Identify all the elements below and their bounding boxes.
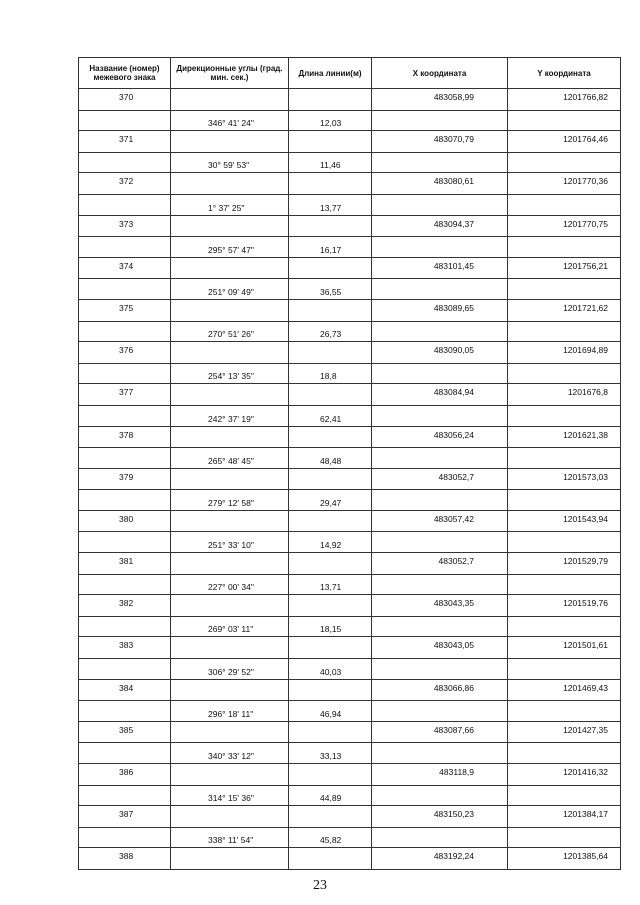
empty-cell (289, 215, 372, 237)
line-length-cell: 46,94 (289, 701, 372, 722)
y-coordinate-cell: 1201469,43 (508, 679, 621, 701)
empty-cell (289, 468, 372, 490)
empty-cell (171, 468, 289, 490)
empty-cell (289, 89, 372, 111)
y-coordinate-cell: 1201501,61 (508, 637, 621, 659)
empty-cell (372, 743, 508, 764)
mark-name-cell: 375 (79, 299, 171, 321)
line-length-cell: 13,71 (289, 574, 372, 595)
table-row-line (79, 405, 621, 426)
line-length-cell: 26,73 (289, 321, 372, 342)
y-coordinate-cell: 1201721,62 (508, 299, 621, 321)
empty-cell (372, 574, 508, 595)
table-row-point (79, 299, 621, 321)
empty-cell (289, 595, 372, 617)
empty-cell (508, 194, 621, 215)
empty-cell (289, 257, 372, 279)
empty-cell (508, 532, 621, 553)
x-coordinate-cell: 483066,86 (372, 679, 508, 701)
line-length-cell: 11,46 (289, 152, 372, 173)
empty-cell (171, 806, 289, 828)
table-row-line (79, 194, 621, 215)
x-coordinate-cell: 483043,05 (372, 637, 508, 659)
table-row-point (79, 89, 621, 111)
empty-cell (79, 237, 171, 258)
empty-cell (508, 405, 621, 426)
table-row-point (79, 848, 621, 870)
mark-name-cell: 386 (79, 764, 171, 786)
x-coordinate-cell: 483058,99 (372, 89, 508, 111)
empty-cell (79, 616, 171, 637)
direction-angle-cell: 306° 29' 52" (171, 659, 289, 680)
empty-cell (372, 110, 508, 131)
direction-angle-cell: 270° 51' 26" (171, 321, 289, 342)
empty-cell (289, 637, 372, 659)
table-row-line (79, 616, 621, 637)
header-line-length: Длина линии(м) (289, 58, 372, 89)
table-row-point (79, 721, 621, 743)
page-number: 23 (313, 878, 327, 893)
table-row-point (79, 595, 621, 617)
mark-name-cell: 382 (79, 595, 171, 617)
empty-cell (372, 321, 508, 342)
empty-cell (508, 237, 621, 258)
empty-cell (372, 659, 508, 680)
y-coordinate-cell: 1201770,75 (508, 215, 621, 237)
y-coordinate-cell: 1201676,8 (508, 384, 621, 406)
empty-cell (508, 743, 621, 764)
header-y-coordinate: Y координата (508, 58, 621, 89)
empty-cell (372, 448, 508, 469)
empty-cell (372, 194, 508, 215)
empty-cell (508, 701, 621, 722)
table-row-point (79, 764, 621, 786)
direction-angle-cell: 242° 37' 19" (171, 405, 289, 426)
y-coordinate-cell: 1201694,89 (508, 342, 621, 364)
empty-cell (508, 785, 621, 806)
x-coordinate-cell: 483043,35 (372, 595, 508, 617)
direction-angle-cell: 295° 57' 47" (171, 237, 289, 258)
table-row-line (79, 659, 621, 680)
empty-cell (289, 553, 372, 575)
table-row-line (79, 743, 621, 764)
x-coordinate-cell: 483056,24 (372, 426, 508, 448)
empty-cell (508, 490, 621, 511)
empty-cell (171, 131, 289, 153)
line-length-cell: 48,48 (289, 448, 372, 469)
empty-cell (79, 279, 171, 300)
empty-cell (171, 173, 289, 195)
table-row-line (79, 490, 621, 511)
empty-cell (79, 743, 171, 764)
mark-name-cell: 388 (79, 848, 171, 870)
empty-cell (79, 363, 171, 384)
empty-cell (508, 827, 621, 848)
boundary-marks-table (78, 57, 621, 870)
line-length-cell: 29,47 (289, 490, 372, 511)
mark-name-cell: 377 (79, 384, 171, 406)
empty-cell (372, 279, 508, 300)
empty-cell (372, 237, 508, 258)
table-row-point (79, 257, 621, 279)
mark-name-cell: 376 (79, 342, 171, 364)
y-coordinate-cell: 1201427,35 (508, 721, 621, 743)
empty-cell (508, 448, 621, 469)
direction-angle-cell: 1° 37' 25" (171, 194, 289, 215)
y-coordinate-cell: 1201529,79 (508, 553, 621, 575)
line-length-cell: 40,03 (289, 659, 372, 680)
mark-name-cell: 378 (79, 426, 171, 448)
empty-cell (171, 679, 289, 701)
table-row-line (79, 110, 621, 131)
direction-angle-cell: 269° 03' 11" (171, 616, 289, 637)
empty-cell (289, 806, 372, 828)
boundary-marks-table-container (78, 57, 620, 870)
empty-cell (79, 659, 171, 680)
x-coordinate-cell: 483080,61 (372, 173, 508, 195)
empty-cell (79, 194, 171, 215)
line-length-cell: 18,8 (289, 363, 372, 384)
y-coordinate-cell: 1201384,17 (508, 806, 621, 828)
x-coordinate-cell: 483089,65 (372, 299, 508, 321)
table-row-line (79, 448, 621, 469)
empty-cell (508, 110, 621, 131)
table-row-line (79, 574, 621, 595)
empty-cell (171, 299, 289, 321)
empty-cell (372, 363, 508, 384)
table-row-line (79, 321, 621, 342)
direction-angle-cell: 251° 09' 49" (171, 279, 289, 300)
table-row-line (79, 237, 621, 258)
line-length-cell: 36,55 (289, 279, 372, 300)
empty-cell (289, 848, 372, 870)
y-coordinate-cell: 1201770,36 (508, 173, 621, 195)
empty-cell (508, 363, 621, 384)
table-row-point (79, 426, 621, 448)
table-row-line (79, 701, 621, 722)
empty-cell (79, 448, 171, 469)
empty-cell (372, 405, 508, 426)
empty-cell (289, 384, 372, 406)
y-coordinate-cell: 1201543,94 (508, 510, 621, 532)
y-coordinate-cell: 1201385,64 (508, 848, 621, 870)
direction-angle-cell: 254° 13' 35" (171, 363, 289, 384)
table-row-point (79, 510, 621, 532)
y-coordinate-cell: 1201416,32 (508, 764, 621, 786)
empty-cell (79, 490, 171, 511)
mark-name-cell: 384 (79, 679, 171, 701)
empty-cell (171, 215, 289, 237)
empty-cell (372, 616, 508, 637)
empty-cell (171, 510, 289, 532)
empty-cell (508, 659, 621, 680)
mark-name-cell: 373 (79, 215, 171, 237)
line-length-cell: 14,92 (289, 532, 372, 553)
table-row-point (79, 637, 621, 659)
y-coordinate-cell: 1201621,38 (508, 426, 621, 448)
x-coordinate-cell: 483057,42 (372, 510, 508, 532)
line-length-cell: 16,17 (289, 237, 372, 258)
empty-cell (289, 679, 372, 701)
line-length-cell: 45,82 (289, 827, 372, 848)
header-direction-angles: Дирекционные углы (град. мин. сек.) (171, 58, 289, 89)
empty-cell (372, 785, 508, 806)
mark-name-cell: 372 (79, 173, 171, 195)
empty-cell (171, 257, 289, 279)
empty-cell (171, 848, 289, 870)
empty-cell (289, 342, 372, 364)
direction-angle-cell: 227° 00' 34" (171, 574, 289, 595)
empty-cell (508, 616, 621, 637)
empty-cell (508, 321, 621, 342)
table-row-line (79, 363, 621, 384)
table-row-point (79, 384, 621, 406)
table-row-line (79, 532, 621, 553)
empty-cell (79, 110, 171, 131)
table-row-point (79, 173, 621, 195)
empty-cell (372, 827, 508, 848)
direction-angle-cell: 30° 59' 53" (171, 152, 289, 173)
table-row-point (79, 215, 621, 237)
direction-angle-cell: 314° 15' 36" (171, 785, 289, 806)
empty-cell (171, 89, 289, 111)
direction-angle-cell: 338° 11' 54" (171, 827, 289, 848)
x-coordinate-cell: 483090,05 (372, 342, 508, 364)
empty-cell (171, 721, 289, 743)
x-coordinate-cell: 483087,66 (372, 721, 508, 743)
empty-cell (289, 721, 372, 743)
x-coordinate-cell: 483094,37 (372, 215, 508, 237)
empty-cell (508, 279, 621, 300)
empty-cell (171, 342, 289, 364)
x-coordinate-cell: 483084,94 (372, 384, 508, 406)
empty-cell (372, 152, 508, 173)
table-row-line (79, 785, 621, 806)
empty-cell (171, 426, 289, 448)
empty-cell (171, 637, 289, 659)
x-coordinate-cell: 483052,7 (372, 553, 508, 575)
mark-name-cell: 383 (79, 637, 171, 659)
empty-cell (171, 553, 289, 575)
empty-cell (171, 595, 289, 617)
table-row-point (79, 131, 621, 153)
table-row-line (79, 152, 621, 173)
x-coordinate-cell: 483101,45 (372, 257, 508, 279)
table-body (79, 89, 621, 870)
y-coordinate-cell: 1201766,82 (508, 89, 621, 111)
table-row-line (79, 827, 621, 848)
mark-name-cell: 381 (79, 553, 171, 575)
line-length-cell: 18,15 (289, 616, 372, 637)
line-length-cell: 12,03 (289, 110, 372, 131)
empty-cell (372, 490, 508, 511)
empty-cell (508, 574, 621, 595)
y-coordinate-cell: 1201756,21 (508, 257, 621, 279)
mark-name-cell: 371 (79, 131, 171, 153)
mark-name-cell: 385 (79, 721, 171, 743)
direction-angle-cell: 251° 33' 10" (171, 532, 289, 553)
empty-cell (79, 532, 171, 553)
empty-cell (289, 510, 372, 532)
empty-cell (79, 405, 171, 426)
direction-angle-cell: 296° 18' 11" (171, 701, 289, 722)
x-coordinate-cell: 483150,23 (372, 806, 508, 828)
empty-cell (289, 764, 372, 786)
header-mark-name: Название (номер) межевого знака (79, 58, 171, 89)
mark-name-cell: 379 (79, 468, 171, 490)
table-row-line (79, 279, 621, 300)
mark-name-cell: 380 (79, 510, 171, 532)
empty-cell (79, 152, 171, 173)
mark-name-cell: 387 (79, 806, 171, 828)
empty-cell (171, 384, 289, 406)
table-row-point (79, 468, 621, 490)
empty-cell (79, 785, 171, 806)
table-row-point (79, 553, 621, 575)
line-length-cell: 62,41 (289, 405, 372, 426)
line-length-cell: 13,77 (289, 194, 372, 215)
empty-cell (79, 701, 171, 722)
empty-cell (289, 173, 372, 195)
y-coordinate-cell: 1201519,76 (508, 595, 621, 617)
x-coordinate-cell: 483118,9 (372, 764, 508, 786)
y-coordinate-cell: 1201764,46 (508, 131, 621, 153)
x-coordinate-cell: 483192,24 (372, 848, 508, 870)
x-coordinate-cell: 483052,7 (372, 468, 508, 490)
table-header-row (79, 58, 621, 89)
line-length-cell: 44,89 (289, 785, 372, 806)
y-coordinate-cell: 1201573,03 (508, 468, 621, 490)
direction-angle-cell: 265° 48' 45" (171, 448, 289, 469)
empty-cell (372, 532, 508, 553)
header-x-coordinate: X координата (372, 58, 508, 89)
empty-cell (289, 426, 372, 448)
table-row-point (79, 806, 621, 828)
empty-cell (508, 152, 621, 173)
x-coordinate-cell: 483070,79 (372, 131, 508, 153)
mark-name-cell: 374 (79, 257, 171, 279)
empty-cell (289, 299, 372, 321)
direction-angle-cell: 340° 33' 12" (171, 743, 289, 764)
empty-cell (289, 131, 372, 153)
direction-angle-cell: 346° 41' 24" (171, 110, 289, 131)
direction-angle-cell: 279° 12' 58" (171, 490, 289, 511)
line-length-cell: 33,13 (289, 743, 372, 764)
empty-cell (79, 827, 171, 848)
empty-cell (171, 764, 289, 786)
mark-name-cell: 370 (79, 89, 171, 111)
empty-cell (79, 321, 171, 342)
table-row-point (79, 342, 621, 364)
empty-cell (79, 574, 171, 595)
table-row-point (79, 679, 621, 701)
empty-cell (372, 701, 508, 722)
